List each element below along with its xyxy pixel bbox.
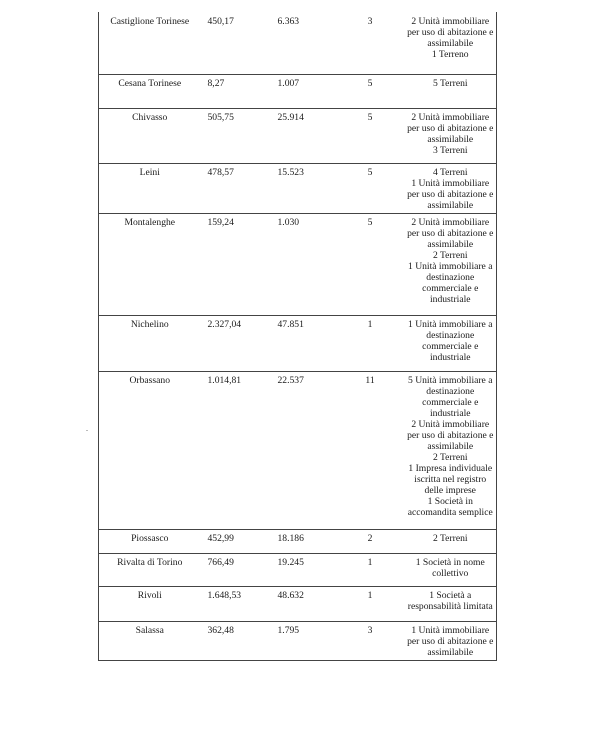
superficie-cell: 1.648,53 (198, 586, 268, 621)
bene-item: 2 Unità immobiliare per uso di abitazione e assimilabile (407, 16, 494, 49)
beni-cell (405, 529, 497, 553)
comune-cell: Castiglione Torinese (99, 12, 198, 74)
beni-cell (405, 74, 497, 108)
abitanti-cell: 6.363 (268, 12, 336, 74)
abitanti-cell: 22.537 (268, 371, 336, 529)
superficie-cell: 766,49 (198, 553, 268, 586)
superficie-cell: 8,27 (198, 74, 268, 108)
comune-cell: Chivasso (99, 108, 198, 163)
beni-cell (405, 621, 497, 660)
table-row (99, 315, 497, 371)
table-row (99, 163, 497, 213)
bene-item: 1 Società in nome collettivo (415, 556, 485, 579)
bene-item: 4 Terreni (432, 166, 468, 178)
numero-cell: 1 (336, 553, 405, 586)
table-row (99, 371, 497, 529)
superficie-cell: 159,24 (198, 213, 268, 315)
beni-cell (405, 163, 497, 213)
beni-cell (405, 108, 497, 163)
comune-cell: Cesana Torinese (99, 74, 198, 108)
bene-item: 1 Unità immobiliare a destinazione commerciale e industriale (408, 318, 493, 363)
table-row (99, 108, 497, 163)
numero-cell: 2 (336, 529, 405, 553)
abitanti-cell: 48.632 (268, 586, 336, 621)
numero-cell: 11 (336, 371, 405, 529)
abitanti-cell: 47.851 (268, 315, 336, 371)
comune-cell: Nichelino (99, 315, 198, 371)
numero-cell: 5 (336, 108, 405, 163)
table-row (99, 74, 497, 108)
comune-cell: Orbassano (99, 371, 198, 529)
bene-item: 2 Terreni (432, 451, 468, 463)
superficie-cell: 505,75 (198, 108, 268, 163)
bene-item: 3 Terreni (432, 144, 468, 156)
abitanti-cell: 1.795 (268, 621, 336, 660)
bene-item: 1 Unità immobiliare per uso di abitazione e assimilabile (407, 177, 494, 211)
bene-item: 5 Terreni (432, 77, 468, 89)
superficie-cell: 362,48 (198, 621, 268, 660)
bene-item: 5 Unità immobiliare a destinazione commerciale e industriale (408, 374, 493, 419)
beni-cell (405, 371, 497, 529)
comune-cell: Salassa (99, 621, 198, 660)
beni-cell (405, 553, 497, 586)
superficie-cell: 2.327,04 (198, 315, 268, 371)
table-row (99, 553, 497, 586)
bene-item: 1 Società in accomandita semplice (407, 495, 493, 518)
abitanti-cell: 1.030 (268, 213, 336, 315)
superficie-cell: 1.014,81 (198, 371, 268, 529)
abitanti-cell: 19.245 (268, 553, 336, 586)
table-body (99, 12, 497, 660)
abitanti-cell: 1.007 (268, 74, 336, 108)
comune-cell: Rivalta di Torino (99, 553, 198, 586)
numero-cell: 5 (336, 163, 405, 213)
beni-cell (405, 213, 497, 315)
comune-cell: Montalenghe (99, 213, 198, 315)
bene-item: 2 Unità immobiliare per uso di abitazione e assimilabile (407, 418, 494, 452)
beni-cell (405, 586, 497, 621)
beni-cell (405, 12, 497, 74)
numero-cell: 5 (336, 213, 405, 315)
beni-cell (405, 315, 497, 371)
table-row (99, 621, 497, 660)
comune-cell: Rivoli (99, 586, 198, 621)
abitanti-cell: 18.186 (268, 529, 336, 553)
table-row (99, 12, 497, 74)
bene-item: 1 Società a responsabilità limitata (407, 589, 493, 612)
bene-item: 1 Unità immobiliare a destinazione commerciale e industriale (408, 260, 493, 305)
scan-mark (86, 430, 88, 431)
superficie-cell: 450,17 (198, 12, 268, 74)
abitanti-cell: 15.523 (268, 163, 336, 213)
table-row (99, 586, 497, 621)
table-row (99, 529, 497, 553)
abitanti-cell: 25.914 (268, 108, 336, 163)
numero-cell: 3 (336, 12, 405, 74)
superficie-cell: 452,99 (198, 529, 268, 553)
bene-item: 2 Terreni (432, 532, 468, 544)
numero-cell: 1 (336, 315, 405, 371)
table-row (99, 213, 497, 315)
bene-item: 2 Unità immobiliare per uso di abitazione e assimilabile (407, 111, 494, 145)
numero-cell: 5 (336, 74, 405, 108)
bene-item: 2 Unità immobiliare per uso di abitazione e assimilabile (407, 216, 494, 250)
superficie-cell: 478,57 (198, 163, 268, 213)
numero-cell: 1 (336, 586, 405, 621)
bene-item: 1 Unità immobiliare per uso di abitazione e assimilabile (407, 624, 494, 658)
comune-cell: Leini (99, 163, 198, 213)
bene-item: 2 Terreni (432, 249, 468, 261)
numero-cell: 3 (336, 621, 405, 660)
comune-cell: Piossasco (99, 529, 198, 553)
bene-item: 1 Impresa individuale iscritta nel registro delle imprese (408, 462, 493, 496)
bene-item: 1 Terreno (431, 49, 469, 60)
confiscated-assets-table (98, 12, 497, 661)
